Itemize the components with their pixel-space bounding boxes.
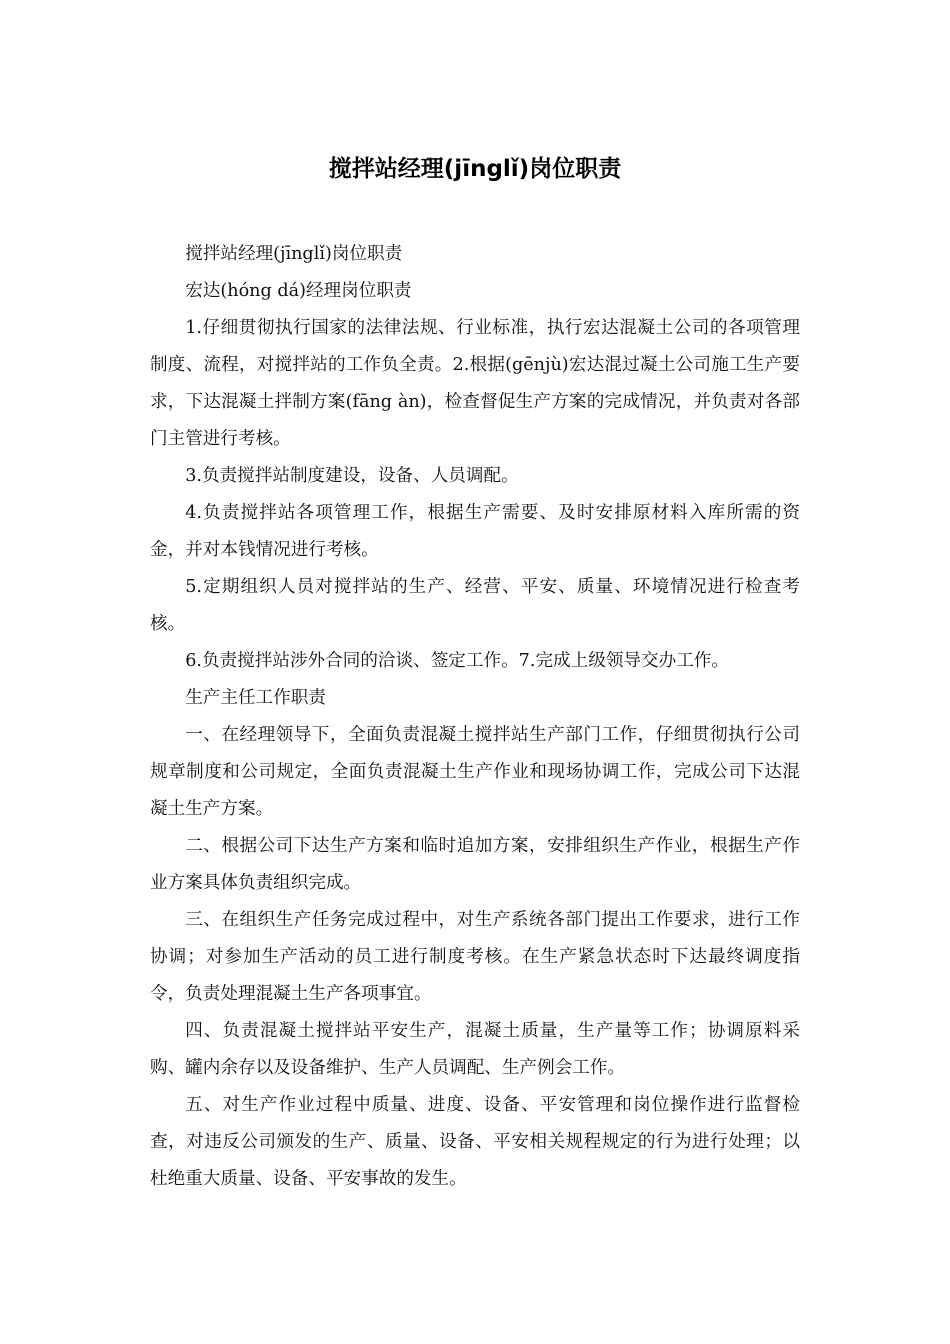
paragraph: 搅拌站经理(jīnglǐ)岗位职责 (185, 244, 403, 264)
paragraph: 生产主任工作职责 (185, 688, 326, 708)
paragraph: 三、在组织生产任务完成过程中，对生产系统各部门提出工作要求，进行工作协调；对参加生产活动的员工进行制度考核。在生产紧急状态时下达最终调度指令，负责处理混凝土生产各项事宜。 (150, 910, 800, 1004)
paragraph: 3.负责搅拌站制度建设，设备、人员调配。 (185, 466, 519, 486)
paragraph: 5.定期组织人员对搅拌站的生产、经营、平安、质量、环境情况进行检查考核。 (150, 577, 800, 634)
paragraph: 6.负责搅拌站涉外合同的洽谈、签定工作。7.完成上级领导交办工作。 (185, 651, 729, 671)
document-page (150, 0, 800, 1198)
document-body (150, 236, 800, 1198)
document-title: 搅拌站经理(jīnglǐ)岗位职责 (328, 156, 622, 182)
paragraph: 1.仔细贯彻执行国家的法律法规、行业标准，执行宏达混凝土公司的各项管理制度、流程，对搅拌站的工作负全责。2.根据(gēnjù)宏达混过凝土公司施工生产要求，下达混凝土拌制方案(fāng àn)，检查督促生产方案的完成情况，并负责对各部门主管进行考核。 (150, 318, 800, 449)
paragraph: 宏达(hóng dá)经理岗位职责 (185, 281, 412, 301)
paragraph: 二、根据公司下达生产方案和临时追加方案，安排组织生产作业，根据生产作业方案具体负责组织完成。 (150, 836, 800, 893)
paragraph: 五、对生产作业过程中质量、进度、设备、平安管理和岗位操作进行监督检查，对违反公司颁发的生产、质量、设备、平安相关规程规定的行为进行处理；以杜绝重大质量、设备、平安事故的发生。 (150, 1095, 800, 1189)
paragraph: 四、负责混凝土搅拌站平安生产，混凝土质量，生产量等工作；协调原料采购、罐内余存以及设备维护、生产人员调配、生产例会工作。 (150, 1021, 800, 1078)
paragraph: 一、在经理领导下，全面负责混凝土搅拌站生产部门工作，仔细贯彻执行公司规章制度和公司规定，全面负责混凝土生产作业和现场协调工作，完成公司下达混凝土生产方案。 (150, 725, 800, 819)
paragraph: 4.负责搅拌站各项管理工作，根据生产需要、及时安排原材料入库所需的资金，并对本钱情况进行考核。 (150, 503, 800, 560)
